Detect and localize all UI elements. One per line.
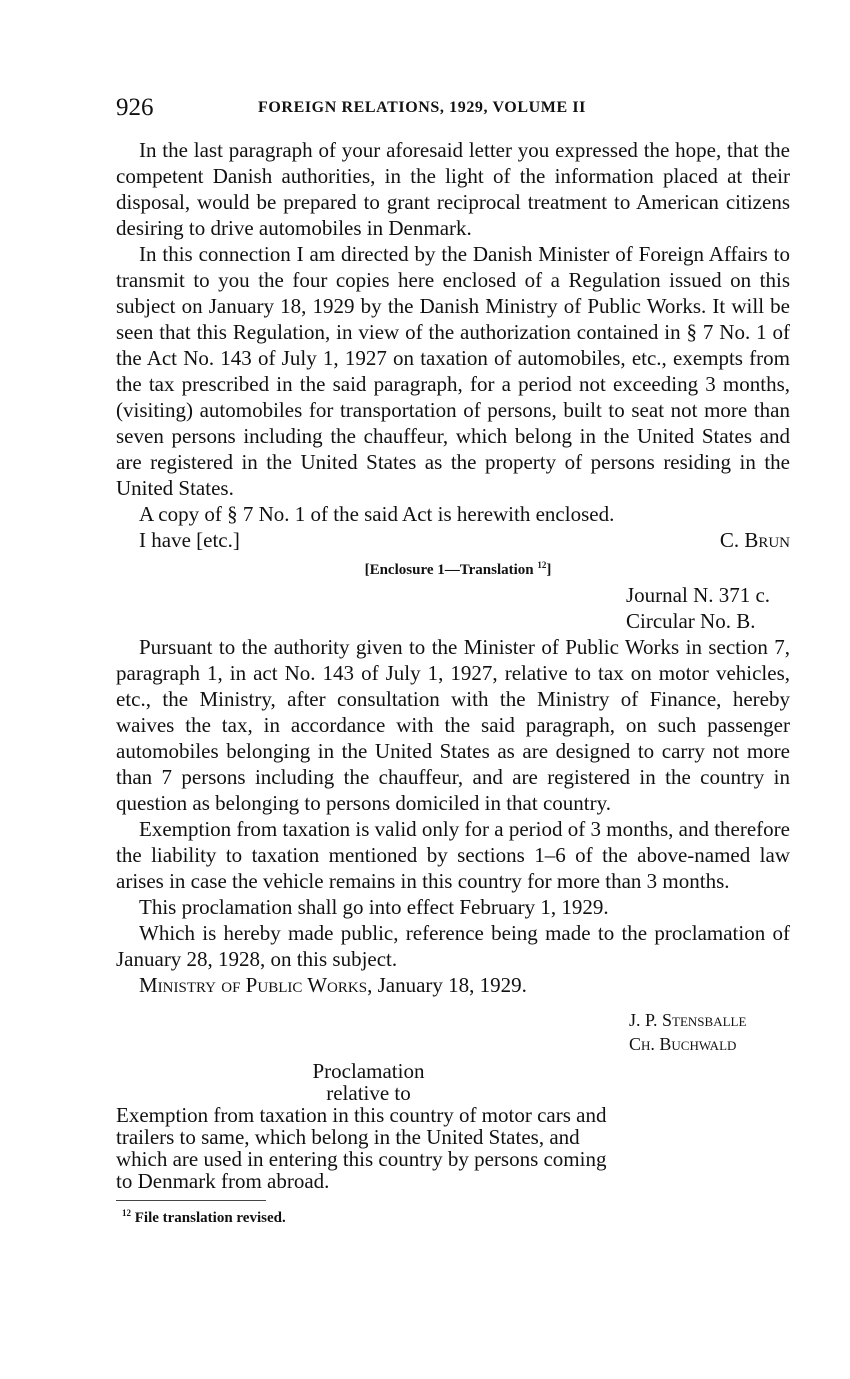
enclosure-label: [Enclosure 1—Translation [364,562,534,578]
enclosure-paragraph-4: Which is hereby made public, reference being made to the proclamation of January 28, 1928, on this subject. [116,921,790,971]
page-number: 926 [116,94,154,121]
enclosure-footnote-ref: 12 [537,560,547,570]
signatory-1: J. P. Stensballe [629,1010,747,1030]
enclosure-paragraph-3: This proclamation shall go into effect February 1, 1929. [139,895,609,919]
proclamation-block [116,1060,621,1192]
closing-line [116,527,790,553]
enclosure-heading [116,553,790,582]
footnote [116,1201,790,1230]
signature: C. Brun [719,528,790,552]
proclamation-subtitle: relative to [326,1081,411,1105]
page-body [116,137,790,1230]
enclosure-close: ] [546,562,552,578]
signatories [116,1008,790,1056]
enclosure-paragraph-1: Pursuant to the authority given to the Minister of Public Works in section 7, paragraph 1, in act No. 143 of July 1, 1927, relative to tax on motor vehicles, etc., the Ministry, after consultation with the Ministry of Finance, hereby waives the tax, in accordance with the said paragraph, on such passenger automobiles belonging in the United States as are designed to carry not more than 7 persons including the chauffeur, and are registered in the country in question as belonging to persons domiciled in that country. [116,635,790,815]
ministry-line [116,972,790,998]
signatory-2: Ch. Buchwald [629,1034,737,1054]
ministry-name: Ministry of Public Works [139,973,368,997]
proclamation-title: Proclamation [312,1059,425,1083]
enclosure-paragraph-2: Exemption from taxation is valid only for a period of 3 months, and therefore the liability to taxation mentioned by sections 1–6 of the above-named law arises in case the vehicle remains in this country for more than 3 months. [116,817,790,893]
letter-paragraph-2: In this connection I am directed by the Danish Minister of Foreign Affairs to transmit to you the four copies here enclosed of a Regulation issued on this subject on January 18, 1929 by the Danish Ministry of Public Works. It will be seen that this Regulation, in view of the authorization contained in § 7 No. 1 of the Act No. 143 of July 1, 1927 on taxation of automobiles, etc., exempts from the tax prescribed in the said paragraph, for a period not exceeding 3 months, (visiting) automobiles for transportation of persons, built to seat not more than seven persons including the chauffeur, which belong in the United States and are registered in the United States as the property of persons residing in the United States. [116,242,790,500]
footnote-number: 12 [122,1208,131,1218]
copy-line: A copy of § 7 No. 1 of the said Act is herewith enclosed. [139,502,615,526]
running-head: FOREIGN RELATIONS, 1929, VOLUME II [258,99,586,116]
ministry-date: , January 18, 1929. [367,973,527,997]
footnote-text: File translation revised. [134,1210,286,1226]
circular-ref: Circular No. B. [626,609,756,633]
proclamation-text: Exemption from taxation in this country of motor cars and trailers to same, which belong in the United States, and which are used in entering this country by persons coming to Denmark from abroad. [116,1103,607,1193]
closing: I have [etc.] [139,528,240,552]
journal-ref: Journal N. 371 c. [626,583,771,607]
page-header [116,94,790,124]
letter-paragraph-1: In the last paragraph of your aforesaid letter you expressed the hope, that the competent Danish authorities, in the light of the information placed at their disposal, would be prepared to grant reciprocal treatment to American citizens desiring to drive automobiles in Denmark. [116,138,790,240]
